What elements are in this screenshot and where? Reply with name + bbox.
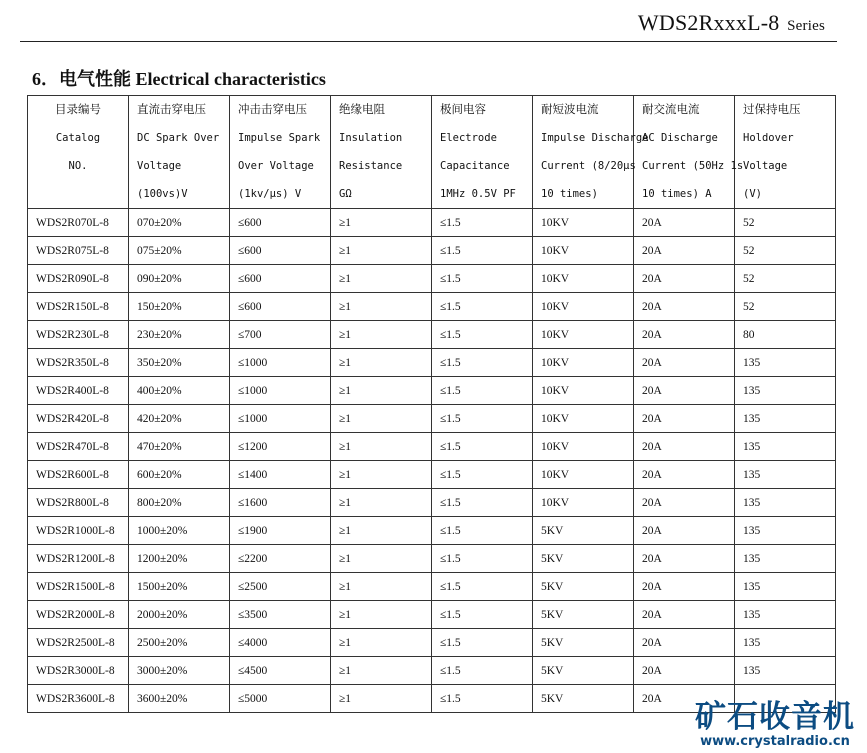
cell-electrode-capacitance: ≤1.5 [432, 629, 533, 657]
cell-insulation-resistance: ≥1 [331, 461, 432, 489]
cell-ac-discharge-current: 20A [634, 377, 735, 405]
column-header-line: Holdover [743, 132, 794, 144]
column-header-line: 耐交流电流 [642, 104, 700, 116]
cell-impulse-spark-over-voltage: ≤3500 [230, 601, 331, 629]
cell-impulse-discharge-current: 10KV [533, 349, 634, 377]
cell-insulation-resistance: ≥1 [331, 237, 432, 265]
cell-dc-spark-over-voltage: 3600±20% [129, 685, 230, 713]
column-header-line: GΩ [339, 188, 352, 200]
cell-impulse-spark-over-voltage: ≤700 [230, 321, 331, 349]
cell-holdover-voltage: 135 [735, 405, 836, 433]
cell-dc-spark-over-voltage: 090±20% [129, 265, 230, 293]
column-header-catalog-no [28, 96, 129, 209]
table-row [28, 573, 836, 601]
table-row [28, 629, 836, 657]
table-row [28, 321, 836, 349]
cell-catalog-no: WDS2R470L-8 [28, 433, 129, 461]
cell-impulse-discharge-current: 10KV [533, 265, 634, 293]
column-header-line: Current (50Hz 1s [642, 160, 744, 172]
cell-ac-discharge-current: 20A [634, 433, 735, 461]
cell-ac-discharge-current: 20A [634, 321, 735, 349]
column-header-line: (V) [743, 188, 762, 200]
cell-holdover-voltage: 135 [735, 377, 836, 405]
cell-impulse-spark-over-voltage: ≤1900 [230, 517, 331, 545]
cell-impulse-spark-over-voltage: ≤600 [230, 209, 331, 237]
cell-catalog-no: WDS2R600L-8 [28, 461, 129, 489]
column-header-line: DC Spark Over [137, 132, 220, 144]
cell-dc-spark-over-voltage: 230±20% [129, 321, 230, 349]
cell-ac-discharge-current: 20A [634, 545, 735, 573]
cell-ac-discharge-current: 20A [634, 489, 735, 517]
cell-holdover-voltage: 80 [735, 321, 836, 349]
cell-catalog-no: WDS2R1000L-8 [28, 517, 129, 545]
cell-catalog-no: WDS2R1200L-8 [28, 545, 129, 573]
column-header-line: AC Discharge [642, 132, 718, 144]
cell-impulse-discharge-current: 10KV [533, 377, 634, 405]
column-header-electrode-capacitance [432, 96, 533, 209]
cell-ac-discharge-current: 20A [634, 405, 735, 433]
cell-ac-discharge-current: 20A [634, 265, 735, 293]
cell-impulse-spark-over-voltage: ≤2200 [230, 545, 331, 573]
table-row [28, 293, 836, 321]
cell-impulse-discharge-current: 10KV [533, 209, 634, 237]
cell-electrode-capacitance: ≤1.5 [432, 685, 533, 713]
section-title: 6．电气性能 Electrical characteristics [32, 69, 326, 89]
column-header-line: Impulse Discharge [541, 132, 649, 144]
cell-holdover-voltage: 135 [735, 629, 836, 657]
cell-catalog-no: WDS2R2500L-8 [28, 629, 129, 657]
cell-impulse-spark-over-voltage: ≤1600 [230, 489, 331, 517]
cell-dc-spark-over-voltage: 070±20% [129, 209, 230, 237]
column-header-insulation-resistance [331, 96, 432, 209]
column-header-line: 目录编号 [55, 104, 101, 116]
cell-electrode-capacitance: ≤1.5 [432, 601, 533, 629]
cell-catalog-no: WDS2R2000L-8 [28, 601, 129, 629]
cell-holdover-voltage: 135 [735, 517, 836, 545]
cell-electrode-capacitance: ≤1.5 [432, 321, 533, 349]
cell-electrode-capacitance: ≤1.5 [432, 293, 533, 321]
cell-ac-discharge-current: 20A [634, 685, 735, 713]
column-header-line: Voltage [137, 160, 182, 172]
cell-impulse-discharge-current: 5KV [533, 657, 634, 685]
cell-impulse-spark-over-voltage: ≤5000 [230, 685, 331, 713]
cell-holdover-voltage: 52 [735, 209, 836, 237]
cell-ac-discharge-current: 20A [634, 657, 735, 685]
column-header-line: NO. [68, 160, 88, 172]
cell-impulse-spark-over-voltage: ≤1400 [230, 461, 331, 489]
cell-impulse-discharge-current: 10KV [533, 293, 634, 321]
cell-insulation-resistance: ≥1 [331, 657, 432, 685]
cell-impulse-spark-over-voltage: ≤600 [230, 237, 331, 265]
cell-catalog-no: WDS2R350L-8 [28, 349, 129, 377]
cell-ac-discharge-current: 20A [634, 601, 735, 629]
table-row [28, 461, 836, 489]
header-divider [20, 41, 837, 42]
cell-insulation-resistance: ≥1 [331, 517, 432, 545]
cell-dc-spark-over-voltage: 1500±20% [129, 573, 230, 601]
cell-electrode-capacitance: ≤1.5 [432, 489, 533, 517]
cell-dc-spark-over-voltage: 1000±20% [129, 517, 230, 545]
column-header-line: Insulation [339, 132, 403, 144]
cell-holdover-voltage: 52 [735, 265, 836, 293]
table-body [28, 209, 836, 713]
column-header-line: 直流击穿电压 [137, 104, 206, 116]
cell-insulation-resistance: ≥1 [331, 265, 432, 293]
column-header-ac-discharge-current [634, 96, 744, 209]
column-header-line: Electrode [440, 132, 497, 144]
cell-ac-discharge-current: 20A [634, 349, 735, 377]
watermark-url: www.crystalradio.cn [700, 734, 850, 749]
column-header-dc-spark-over-voltage [129, 96, 230, 209]
cell-catalog-no: WDS2R3600L-8 [28, 685, 129, 713]
cell-catalog-no: WDS2R800L-8 [28, 489, 129, 517]
cell-electrode-capacitance: ≤1.5 [432, 461, 533, 489]
cell-impulse-discharge-current: 10KV [533, 237, 634, 265]
cell-electrode-capacitance: ≤1.5 [432, 349, 533, 377]
cell-holdover-voltage: 135 [735, 349, 836, 377]
cell-electrode-capacitance: ≤1.5 [432, 657, 533, 685]
column-header-line: 10 times) [541, 188, 598, 200]
cell-insulation-resistance: ≥1 [331, 209, 432, 237]
cell-dc-spark-over-voltage: 600±20% [129, 461, 230, 489]
cell-dc-spark-over-voltage: 800±20% [129, 489, 230, 517]
model-series-name: WDS2RxxxL-8 [637, 10, 780, 35]
table-header-row [28, 96, 836, 209]
cell-insulation-resistance: ≥1 [331, 293, 432, 321]
cell-dc-spark-over-voltage: 150±20% [129, 293, 230, 321]
column-header-line: 1MHz 0.5V PF [440, 188, 516, 200]
table-row [28, 405, 836, 433]
cell-catalog-no: WDS2R420L-8 [28, 405, 129, 433]
cell-electrode-capacitance: ≤1.5 [432, 517, 533, 545]
cell-impulse-spark-over-voltage: ≤2500 [230, 573, 331, 601]
cell-ac-discharge-current: 20A [634, 209, 735, 237]
table-row [28, 265, 836, 293]
cell-dc-spark-over-voltage: 400±20% [129, 377, 230, 405]
column-header-line: 极间电容 [440, 104, 486, 116]
cell-ac-discharge-current: 20A [634, 237, 735, 265]
table-row [28, 517, 836, 545]
table-row [28, 601, 836, 629]
cell-impulse-discharge-current: 5KV [533, 685, 634, 713]
cell-insulation-resistance: ≥1 [331, 545, 432, 573]
table-row [28, 489, 836, 517]
column-header-line: Catalog [55, 132, 101, 144]
cell-catalog-no: WDS2R075L-8 [28, 237, 129, 265]
cell-holdover-voltage: 52 [735, 293, 836, 321]
cell-impulse-spark-over-voltage: ≤600 [230, 293, 331, 321]
cell-electrode-capacitance: ≤1.5 [432, 377, 533, 405]
watermark-logo-text: 矿石收音机 [695, 699, 855, 735]
cell-impulse-spark-over-voltage: ≤600 [230, 265, 331, 293]
cell-impulse-discharge-current: 5KV [533, 517, 634, 545]
column-header-line: Impulse Spark [238, 132, 321, 144]
cell-insulation-resistance: ≥1 [331, 685, 432, 713]
cell-dc-spark-over-voltage: 3000±20% [129, 657, 230, 685]
cell-insulation-resistance: ≥1 [331, 377, 432, 405]
column-header-impulse-spark-over-voltage [230, 96, 331, 209]
cell-holdover-voltage: 135 [735, 545, 836, 573]
cell-impulse-discharge-current: 10KV [533, 405, 634, 433]
table-row [28, 657, 836, 685]
cell-impulse-discharge-current: 5KV [533, 573, 634, 601]
cell-ac-discharge-current: 20A [634, 629, 735, 657]
cell-dc-spark-over-voltage: 075±20% [129, 237, 230, 265]
column-header-line: 过保持电压 [743, 104, 801, 116]
cell-insulation-resistance: ≥1 [331, 321, 432, 349]
column-header-line: Over Voltage [238, 160, 314, 172]
cell-insulation-resistance: ≥1 [331, 629, 432, 657]
cell-impulse-spark-over-voltage: ≤1200 [230, 433, 331, 461]
column-header-line: Capacitance [440, 160, 510, 172]
cell-dc-spark-over-voltage: 2000±20% [129, 601, 230, 629]
cell-insulation-resistance: ≥1 [331, 405, 432, 433]
cell-dc-spark-over-voltage: 420±20% [129, 405, 230, 433]
cell-impulse-discharge-current: 5KV [533, 601, 634, 629]
column-header-line: Resistance [339, 160, 403, 172]
cell-holdover-voltage: 135 [735, 489, 836, 517]
column-header-impulse-discharge-current [533, 96, 649, 209]
cell-holdover-voltage: 135 [735, 433, 836, 461]
cell-impulse-spark-over-voltage: ≤1000 [230, 405, 331, 433]
cell-electrode-capacitance: ≤1.5 [432, 405, 533, 433]
cell-electrode-capacitance: ≤1.5 [432, 265, 533, 293]
cell-holdover-voltage: 135 [735, 601, 836, 629]
cell-catalog-no: WDS2R3000L-8 [28, 657, 129, 685]
cell-catalog-no: WDS2R400L-8 [28, 377, 129, 405]
cell-dc-spark-over-voltage: 2500±20% [129, 629, 230, 657]
cell-holdover-voltage: 52 [735, 237, 836, 265]
table-row [28, 209, 836, 237]
cell-dc-spark-over-voltage: 1200±20% [129, 545, 230, 573]
cell-ac-discharge-current: 20A [634, 517, 735, 545]
cell-holdover-voltage: 135 [735, 573, 836, 601]
cell-insulation-resistance: ≥1 [331, 489, 432, 517]
cell-electrode-capacitance: ≤1.5 [432, 545, 533, 573]
cell-insulation-resistance: ≥1 [331, 601, 432, 629]
cell-electrode-capacitance: ≤1.5 [432, 573, 533, 601]
column-header-line: 冲击击穿电压 [238, 104, 307, 116]
cell-holdover-voltage: 135 [735, 657, 836, 685]
cell-catalog-no: WDS2R150L-8 [28, 293, 129, 321]
table-row [28, 433, 836, 461]
cell-electrode-capacitance: ≤1.5 [432, 237, 533, 265]
column-header-line: 耐短波电流 [541, 104, 599, 116]
cell-impulse-discharge-current: 10KV [533, 433, 634, 461]
cell-impulse-discharge-current: 10KV [533, 461, 634, 489]
cell-ac-discharge-current: 20A [634, 293, 735, 321]
column-header-line: 绝缘电阻 [339, 104, 385, 116]
cell-impulse-discharge-current: 5KV [533, 629, 634, 657]
cell-impulse-spark-over-voltage: ≤4000 [230, 629, 331, 657]
cell-catalog-no: WDS2R1500L-8 [28, 573, 129, 601]
cell-electrode-capacitance: ≤1.5 [432, 433, 533, 461]
document-header-title [638, 10, 825, 36]
column-header-line: 10 times) A [642, 188, 712, 200]
cell-catalog-no: WDS2R090L-8 [28, 265, 129, 293]
cell-impulse-spark-over-voltage: ≤4500 [230, 657, 331, 685]
cell-insulation-resistance: ≥1 [331, 349, 432, 377]
cell-impulse-spark-over-voltage: ≤1000 [230, 377, 331, 405]
cell-impulse-discharge-current: 5KV [533, 545, 634, 573]
watermark [695, 699, 855, 749]
cell-catalog-no: WDS2R230L-8 [28, 321, 129, 349]
column-header-line: Voltage [743, 160, 788, 172]
column-header-line: Current (8/20μs [541, 160, 636, 172]
column-header-line: (100vs)V [137, 188, 188, 200]
cell-ac-discharge-current: 20A [634, 461, 735, 489]
column-header-holdover-voltage [735, 96, 836, 209]
cell-impulse-discharge-current: 10KV [533, 321, 634, 349]
cell-ac-discharge-current: 20A [634, 573, 735, 601]
table-row [28, 349, 836, 377]
cell-dc-spark-over-voltage: 470±20% [129, 433, 230, 461]
cell-impulse-spark-over-voltage: ≤1000 [230, 349, 331, 377]
cell-insulation-resistance: ≥1 [331, 433, 432, 461]
cell-catalog-no: WDS2R070L-8 [28, 209, 129, 237]
cell-electrode-capacitance: ≤1.5 [432, 209, 533, 237]
column-header-line: (1kv/μs) V [238, 188, 302, 200]
cell-insulation-resistance: ≥1 [331, 573, 432, 601]
cell-impulse-discharge-current: 10KV [533, 489, 634, 517]
cell-holdover-voltage: 135 [735, 461, 836, 489]
table-row [28, 377, 836, 405]
table-row [28, 237, 836, 265]
table-row [28, 545, 836, 573]
cell-dc-spark-over-voltage: 350±20% [129, 349, 230, 377]
electrical-characteristics-table [27, 95, 836, 713]
series-label: Series [787, 18, 825, 34]
